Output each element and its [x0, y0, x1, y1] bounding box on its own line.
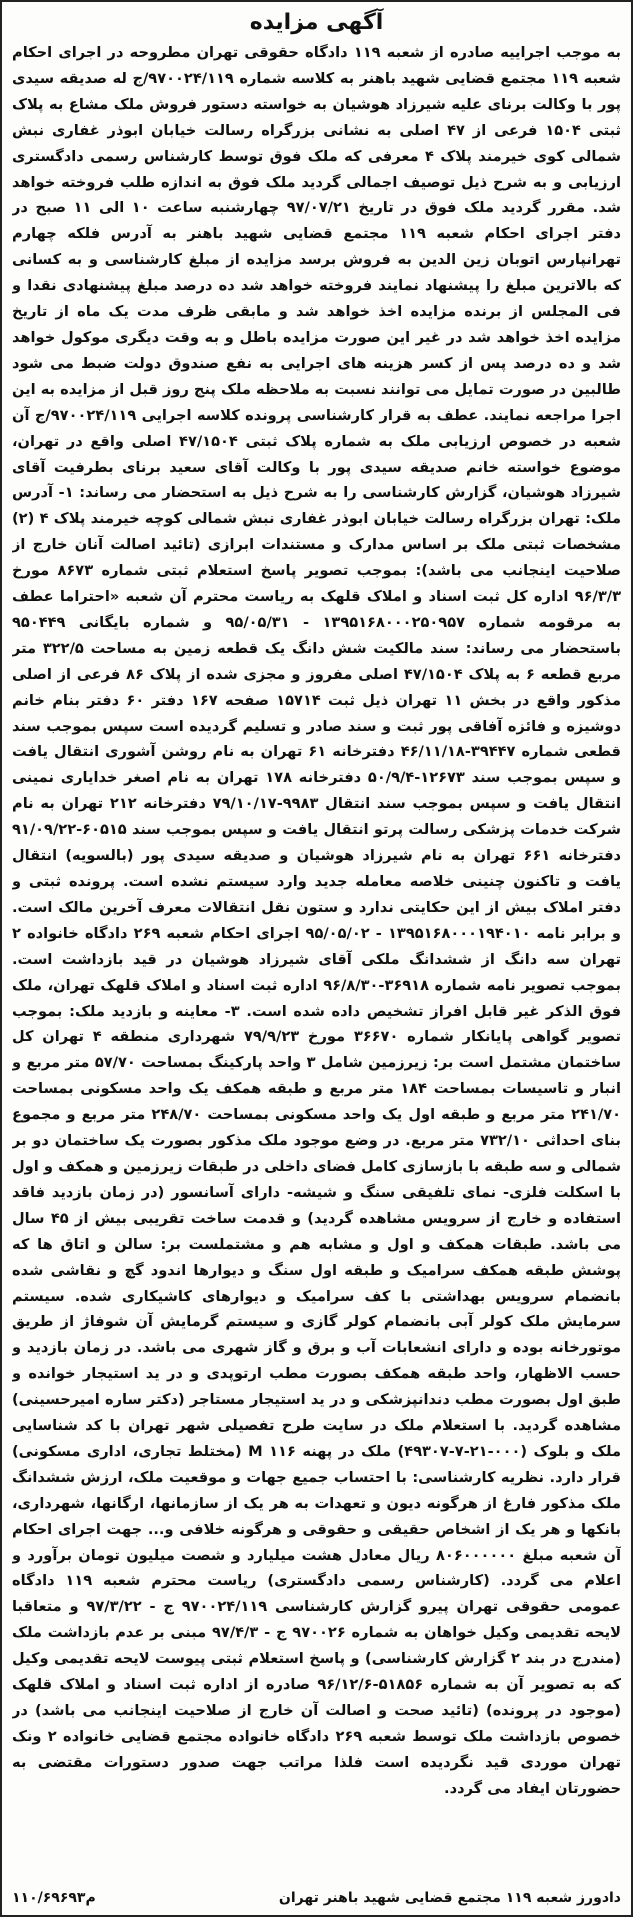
notice-footer [12, 1885, 621, 1911]
notice-body: به موجب اجراییه صادره از شعبه ۱۱۹ دادگاه حقوقی تهران مطروحه در اجرای احکام شعبه ۱۱۹ مجتمع قضایی شهید باهنر به کلاسه شماره ۹۷۰۰۲۴/۱۱۹/ج له صدیقه سیدی پور با وکالت برنای علیه شیرزاد هوشیان به خواسته دستور فروش ملک مشاع به پلاک ثبتی ۱۵۰۴ فرعی از ۴۷ اصلی به نشانی بزرگراه رسالت خیابان ابوذر غفاری نبش شمالی کوی خیرمند پلاک ۴ معرفی که ملک فوق توسط کارشناس رسمی دادگستری ارزیابی و به شرح ذیل توصیف اجمالی گردید ملک فوق به اندازه طلب فروخته خواهد شد. مقرر گردید ملک فوق در تاریخ ۹۷/۰۷/۲۱ چهارشنبه ساعت ۱۰ الی ۱۱ صبح در دفتر اجرای احکام شعبه ۱۱۹ مجتمع قضایی شهید باهنر به آدرس فلکه چهارم تهرانپارس اتوبان زین الدین به فروش برسد مزایده از مبلغ کارشناسی و به کسانی که بالاترین مبلغ را پیشنهاد نمایند فروخته خواهد شد ده درصد مبلغ پیشنهادی نقدا و فی المجلس از برنده مزایده اخذ خواهد شد و مابقی ظرف مدت یک ماه از تاریخ مزایده اخذ خواهد شد در غیر این صورت مزایده باطل و به وقت دیگری موکول خواهد شد و ده درصد پس از کسر هزینه های اجرایی به نفع صندوق دولت ضبط می شود طالبین در صورت تمایل می توانند نسبت به ملاحظه ملک پنج روز قبل از مزایده به این اجرا مراجعه نمایند. عطف به قرار کارشناسی پرونده کلاسه اجرایی ۹۷۰۰۲۴/۱۱۹/ج آن شعبه در خصوص ارزیابی ملک به شماره پلاک ثبتی ۴۷/۱۵۰۴ اصلی واقع در تهران، موضوع خواسته خانم صدیقه سیدی پور با وکالت آقای سعید برنای بطرفیت آقای شیرزاد هوشیان، گزارش کارشناسی را به شرح ذیل به استحضار می رساند: ۱- آدرس ملک: تهران بزرگراه رسالت خیابان ابوذر غفاری نبش شمالی کوچه خیرمند پلاک ۴ (۲) مشخصات ثبتی ملک بر اساس مدارک و مستندات ابرازی (تائید اصالت آنان خارج از صلاحیت اینجانب می باشد): بموجب تصویر پاسخ استعلام ثبتی شماره ۸۶۷۳ مورخ ۹۶/۳/۳ اداره کل ثبت اسناد و املاک قلهک به ریاست محترم آن شعبه «احتراما عطف به مرقومه شماره ۱۳۹۵۱۶۸۰۰۰۲۵۰۹۵۷ - ۹۵/۰۵/۳۱ و شماره بایگانی ۹۵۰۴۴۹ باستحضار می رساند: سند مالکیت شش دانگ یک قطعه زمین به مساحت ۳۲۲/۵ متر مربع قطعه ۶ به پلاک ۴۷/۱۵۰۴ اصلی مفروز و مجزی شده از پلاک ۸۶ فرعی از اصلی مذکور واقع در بخش ۱۱ تهران ذیل ثبت ۱۵۷۱۴ صفحه ۱۶۷ دفتر ۶۰ دفتر بنام خانم دوشیزه و فائزه آفاقی پور ثبت و سند صادر و تسلیم گردیده است سپس بموجب سند قطعی شماره ۳۹۴۴۷-۴۶/۱۱/۱۸ دفترخانه ۶۱ تهران به نام روشن آشوری انتقال یافت و سپس بموجب سند ۱۲۶۷۳-۵۰/۹/۴ دفترخانه ۱۷۸ تهران به نام اصغر خدایاری نمینی انتقال یافت و سپس بموجب سند انتقال ۹۹۸۳-۷۹/۱۰/۱۷ دفترخانه ۲۱۲ تهران به نام شرکت خدمات پزشکی رسالت پرتو انتقال یافت و سپس بموجب سند ۶۰۵۱۵-۹۱/۰۹/۲۲ دفترخانه ۶۶۱ تهران به نام شیرزاد هوشیان و صدیقه سیدی پور (بالسویه) انتقال یافت و تاکنون چنینی خلاصه معامله جدید وارد سیستم نشده است. پرونده ثبتی و دفتر املاک بیش از این حکایتی ندارد و ستون نقل انتقالات معرف آخرین مالک است. و برابر نامه ۱۳۹۵۱۶۸۰۰۰۱۹۴۰۱۰ - ۹۵/۰۵/۰۲ اجرای احکام شعبه ۲۶۹ دادگاه خانواده ۲ تهران سه دانگ از ششدانگ ملکی آقای شیرزاد هوشیان در قید بازداشت است. بموجب تصویر نامه شماره ۳۶۹۱۸-۹۶/۸/۳۰ اداره ثبت اسناد و املاک قلهک تهران، ملک فوق الذکر غیر قابل افراز تشخیص داده شده است. ۳- معاینه و بازدید ملک: بموجب تصویر گواهی پایانکار شماره ۳۶۶۷۰ مورخ ۷۹/۹/۲۳ شهرداری منطقه ۴ تهران کل ساختمان مشتمل است بر: زیرزمین شامل ۳ واحد پارکینگ بمساحت ۵۷/۷۰ متر مربع و انبار و تاسیسات بمساحت ۱۸۴ متر مربع و طبقه همکف یک واحد مسکونی بمساحت ۲۴۱/۷۰ متر مربع و طبقه اول یک واحد مسکونی بمساحت ۲۴۸/۷۰ متر مربع و مجموع بنای احداثی ۷۳۲/۱۰ متر مربع. در وضع موجود ملک مذکور بصورت یک ساختمان دو بر شمالی و سه طبقه با بازسازی کامل فضای داخلی در طبقات زیرزمین و همکف و اول با اسکلت فلزی- نمای تلفیقی سنگ و شیشه- دارای آسانسور (در زمان بازدید فاقد استفاده و خارج از سرویس مشاهده گردید) و قدمت ساخت تقریبی بیش از ۴۵ سال می باشد. طبقات همکف و اول و مشابه هم و مشتملست بر: سالن و اتاق ها که پوشش طبقه همکف سرامیک و طبقه اول سنگ و دیوارها اندود گچ و نقاشی شده بانضمام سرویس بهداشتی با کف سرامیک و دیوارهای کاشیکاری شده. سیستم سرمایش ملک کولر آبی بانضمام کولر گازی و سیستم گرمایش آن شوفاژ از طریق موتورخانه بوده و دارای انشعابات آب و برق و گاز شهری می باشد. در زمان بازدید و حسب الاظهار، واحد طبقه همکف بصورت مطب ارتوپدی و در ید استیجار خوانده و طبق اول بصورت مطب دندانپزشکی و در ید استیجار مستاجر (دکتر ساره امیرحسینی) مشاهده گردید. با استعلام ملک در سایت طرح تفصیلی شهر تهران با کد شناسایی ملک و بلوک (۰۰۰-۲۱-۷-۴۹۳۰۷) ملک در پهنه M ۱۱۶ (مختلط تجاری، اداری مسکونی) قرار دارد. نظریه کارشناسی: با احتساب جمیع جهات و موقعیت ملک، ارزش ششدانگ ملک مذکور فارغ از هرگونه دیون و تعهدات به هر یک از سازمانها، ارگانها، شهرداری، بانکها و هر یک از اشخاص حقیقی و حقوقی و هرگونه خلافی و... جهت اجرای احکام آن شعبه مبلغ ۸۰۶۰۰۰۰۰۰ ریال معادل هشت میلیارد و شصت میلیون تومان برآورد و اعلام می گردد. (کارشناس رسمی دادگستری) ریاست محترم شعبه ۱۱۹ دادگاه عمومی حقوقی تهران پیرو گزارش کارشناسی ۹۷۰۰۲۴/۱۱۹ ج - ۹۷/۳/۲۲ و متعاقبا لایحه تقدیمی وکیل خواهان به شماره ۹۷۰۰۲۶ ج - ۹۷/۴/۳ مبنی بر عدم بازداشت ملک (مندرج در بند ۲ گزارش کارشناسی) و پاسخ استعلام ثبتی پیوست لایحه تقدیمی وکیل که به تصویر آن به شماره ۵۱۸۵۶-۹۶/۱۲/۶ صادره از اداره ثبت اسناد و املاک قلهک (موجود در پرونده) (تائید صحت و اصالت آن خارج از صلاحیت اینجانب می باشد) در خصوص بازداشت ملک توسط شعبه ۲۶۹ دادگاه خانواده مجتمع قضایی خانواده ۲ ونک تهران موردی قید نگردیده است فلذا مراتب جهت صدور دستورات مقتضی به حضورتان ایفاد می گردد. [12, 44, 621, 1797]
title-bar [12, 6, 621, 40]
footer-reference-number: ۱۱۰/۶۹۶۹۳م [12, 1890, 96, 1906]
footer-signature: دادورز شعبه ۱۱۹ مجتمع قضایی شهید باهنر تهران [278, 1890, 621, 1906]
notice-title: آگهی مزایده [249, 10, 384, 35]
